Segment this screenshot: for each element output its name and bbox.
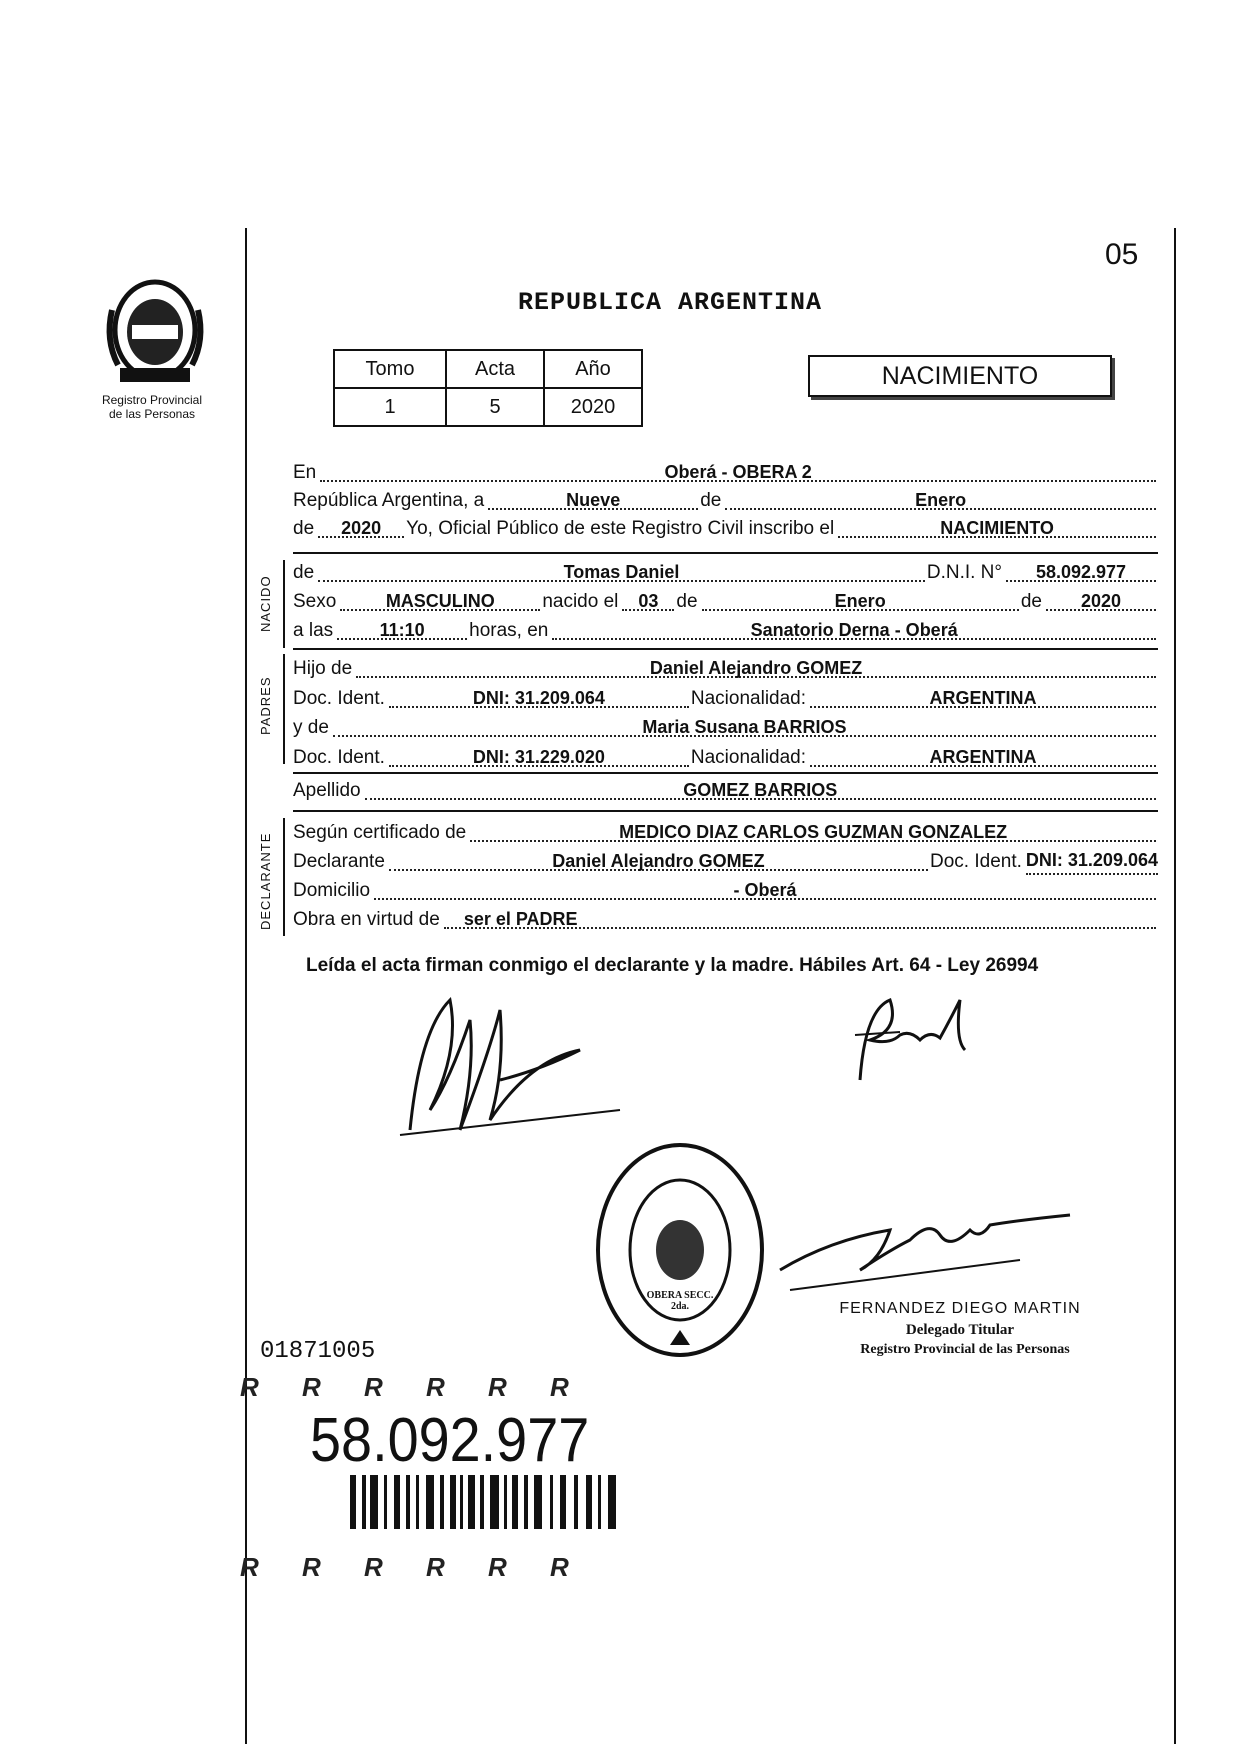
birth-day: 03: [638, 591, 659, 611]
child-sex: MASCULINO: [385, 591, 495, 611]
birth-place: Sanatorio Derna - Oberá: [750, 620, 958, 640]
registry-month: Enero: [915, 490, 967, 510]
row-mother-doc: Doc. Ident. DNI: 31.229.020 Nacionalidad: ARGENTINA: [293, 743, 1158, 771]
official-signature: [770, 1200, 1090, 1300]
mother-doc: DNI: 31.229.020: [472, 747, 605, 767]
declarante-bracket: [283, 818, 285, 936]
acta-value: 5: [446, 388, 544, 426]
row-capacity: Obra en virtud de ser el PADRE: [293, 905, 1158, 933]
row-declarant: Declarante Daniel Alejandro GOMEZ Doc. Ident. DNI: 31.209.064: [293, 847, 1158, 875]
separator-2: [293, 648, 1158, 650]
father-doc: DNI: 31.209.064: [472, 688, 605, 708]
birth-time: 11:10: [379, 620, 425, 640]
dni-large-number: 58.092.977: [310, 1406, 590, 1475]
serial-number: 01871005: [260, 1338, 376, 1365]
row-child-name: de Tomas Daniel D.N.I. N° 58.092.977: [293, 558, 1158, 586]
declarant-address: - Oberá: [733, 880, 797, 900]
declarant-doc: DNI: 31.209.064: [1026, 850, 1158, 875]
province-crest-logo: [100, 270, 210, 390]
page-number: 05: [1105, 238, 1139, 271]
official-name: FERNANDEZ DIEGO MARTIN: [839, 1300, 1081, 1317]
tomo-value: 1: [334, 388, 446, 426]
security-r-marks-top: R R R R R R: [240, 1372, 587, 1402]
surname: GOMEZ BARRIOS: [683, 780, 838, 800]
registry-day: Nueve: [566, 490, 621, 510]
padres-section-label: PADRES: [258, 676, 273, 735]
row-mother: y de Maria Susana BARRIOS: [293, 713, 1158, 741]
birth-month: Enero: [834, 591, 886, 611]
row-en: En Oberá - OBERA 2: [293, 458, 1158, 486]
father-name: Daniel Alejandro GOMEZ: [649, 658, 863, 678]
row-address: Domicilio - Oberá: [293, 876, 1158, 904]
nacido-section-label: NACIDO: [258, 575, 273, 632]
place-of-registry: Oberá - OBERA 2: [664, 462, 812, 482]
official-org: Registro Provincial de las Personas: [860, 1342, 1070, 1357]
record-kind-box: NACIMIENTO: [808, 355, 1112, 397]
separator-3: [293, 772, 1158, 774]
row-father: Hijo de Daniel Alejandro GOMEZ: [293, 654, 1158, 682]
birth-year: 2020: [1080, 591, 1122, 611]
row-certificate: Según certificado de MEDICO DIAZ CARLOS GUZMAN GONZALEZ: [293, 818, 1158, 846]
registry-year: 2020: [341, 518, 382, 538]
security-r-marks-bottom: R R R R R R: [240, 1552, 587, 1582]
declarant-capacity: ser el PADRE: [463, 909, 578, 929]
row-birth-time-place: a las 11:10 horas, en Sanatorio Derna - Oberá: [293, 616, 1158, 644]
registry-act-type: NACIMIENTO: [940, 518, 1054, 538]
mother-signature: [840, 990, 990, 1090]
mother-nationality: ARGENTINA: [929, 747, 1037, 767]
separator-1: [293, 552, 1158, 554]
closing-statement: Leída el acta firman conmigo el declarante y la madre. Hábiles Art. 64 - Ley 26994: [306, 955, 1039, 976]
official-seal: [590, 1135, 770, 1365]
row-sex-birth: Sexo MASCULINO nacido el 03 de Enero de 2020: [293, 587, 1158, 615]
child-name: Tomas Daniel: [563, 562, 680, 582]
padres-bracket: [283, 654, 285, 764]
seal-inner-text: OBERA SECC. 2da.: [646, 1290, 714, 1312]
mother-name: Maria Susana BARRIOS: [642, 717, 847, 737]
child-dni: 58.092.977: [1035, 562, 1127, 582]
declarant-signature: [390, 990, 640, 1140]
logo-caption: Registro Provincial de las Personas: [101, 393, 203, 421]
anio-value: 2020: [544, 388, 642, 426]
col-tomo-header: Tomo: [334, 350, 446, 388]
row-father-doc: Doc. Ident. DNI: 31.209.064 Nacionalidad: ARGENTINA: [293, 684, 1158, 712]
certificate-issuer: MEDICO DIAZ CARLOS GUZMAN GONZALEZ: [619, 822, 1008, 842]
row-republica: República Argentina, a Nueve de Enero: [293, 486, 1158, 514]
row-surname: Apellido GOMEZ BARRIOS: [293, 776, 1158, 804]
declarant-name: Daniel Alejandro GOMEZ: [552, 851, 765, 871]
right-margin-line: [1174, 228, 1176, 1744]
tomo-acta-anio-table: [333, 349, 643, 427]
nacido-bracket: [283, 560, 285, 648]
father-nationality: ARGENTINA: [929, 688, 1037, 708]
barcode: [350, 1475, 620, 1529]
separator-4: [293, 810, 1158, 812]
declarante-section-label: DECLARANTE: [258, 832, 273, 930]
left-margin-line: [245, 228, 247, 1744]
col-acta-header: Acta: [446, 350, 544, 388]
document-title: REPUBLICA ARGENTINA: [518, 288, 823, 317]
official-role: Delegado Titular: [905, 1322, 1015, 1338]
row-inscribe: de 2020 Yo, Oficial Público de este Registro Civil inscribo el NACIMIENTO: [293, 514, 1158, 542]
col-anio-header: Año: [544, 350, 642, 388]
